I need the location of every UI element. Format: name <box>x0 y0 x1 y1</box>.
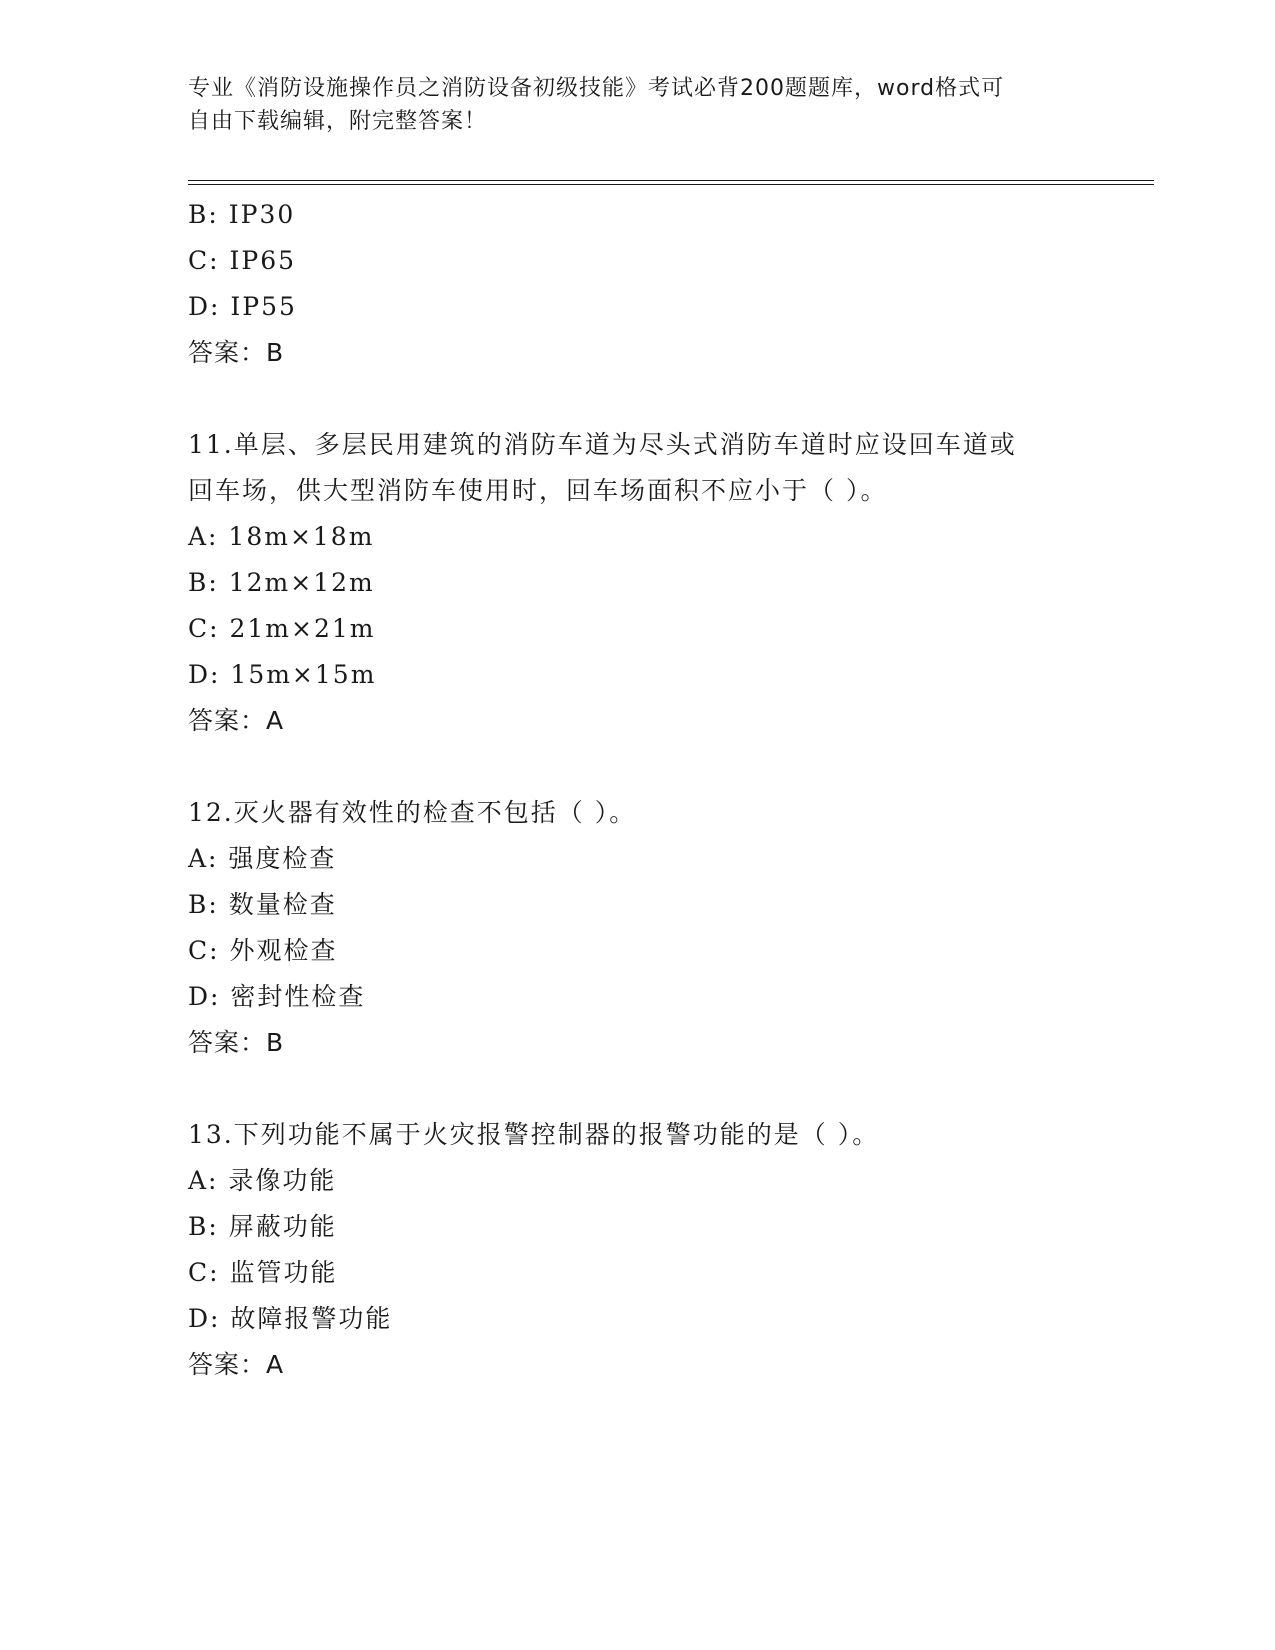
answer: 答案：B <box>188 338 285 367</box>
option-c: C: 监管功能 <box>188 1258 338 1287</box>
question-block-11 <box>188 422 1088 744</box>
header-line-1: 专业《消防设施操作员之消防设备初级技能》考试必背200题题库，word格式可 <box>188 76 1005 101</box>
answer: 答案：A <box>188 1350 285 1379</box>
option-d: D: 密封性检查 <box>188 982 366 1011</box>
option-a: A: 18m×18m <box>188 522 375 551</box>
question-block-10 <box>188 192 1088 376</box>
option-b: B: IP30 <box>188 200 296 229</box>
question-text: 12.灭火器有效性的检查不包括（ ）。 <box>188 798 637 827</box>
question-list <box>188 192 1088 1388</box>
header-divider-top <box>188 180 1154 181</box>
question-text: 13.下列功能不属于火灾报警控制器的报警功能的是（ ）。 <box>188 1120 880 1149</box>
option-b: B: 12m×12m <box>188 568 375 597</box>
question-text-line-2: 回车场，供大型消防车使用时，回车场面积不应小于（ ）。 <box>188 476 888 505</box>
question-block-13 <box>188 1112 1088 1388</box>
question-text-line-1: 11.单层、多层民用建筑的消防车道为尽头式消防车道时应设回车道或 <box>188 430 1017 459</box>
header-line-2: 自由下载编辑，附完整答案！ <box>188 109 488 134</box>
option-b: B: 屏蔽功能 <box>188 1212 337 1241</box>
answer: 答案：B <box>188 1028 285 1057</box>
option-b: B: 数量检查 <box>188 890 337 919</box>
option-a: A: 录像功能 <box>188 1166 337 1195</box>
option-c: C: 21m×21m <box>188 614 376 643</box>
option-a: A: 强度检查 <box>188 844 337 873</box>
header-divider-bottom <box>188 184 1154 185</box>
document-header <box>188 72 1068 138</box>
option-d: D: 15m×15m <box>188 660 377 689</box>
option-c: C: IP65 <box>188 246 297 275</box>
question-block-12 <box>188 790 1088 1066</box>
option-d: D: 故障报警功能 <box>188 1304 393 1333</box>
option-c: C: 外观检查 <box>188 936 338 965</box>
option-d: D: IP55 <box>188 292 297 321</box>
answer: 答案：A <box>188 706 285 735</box>
